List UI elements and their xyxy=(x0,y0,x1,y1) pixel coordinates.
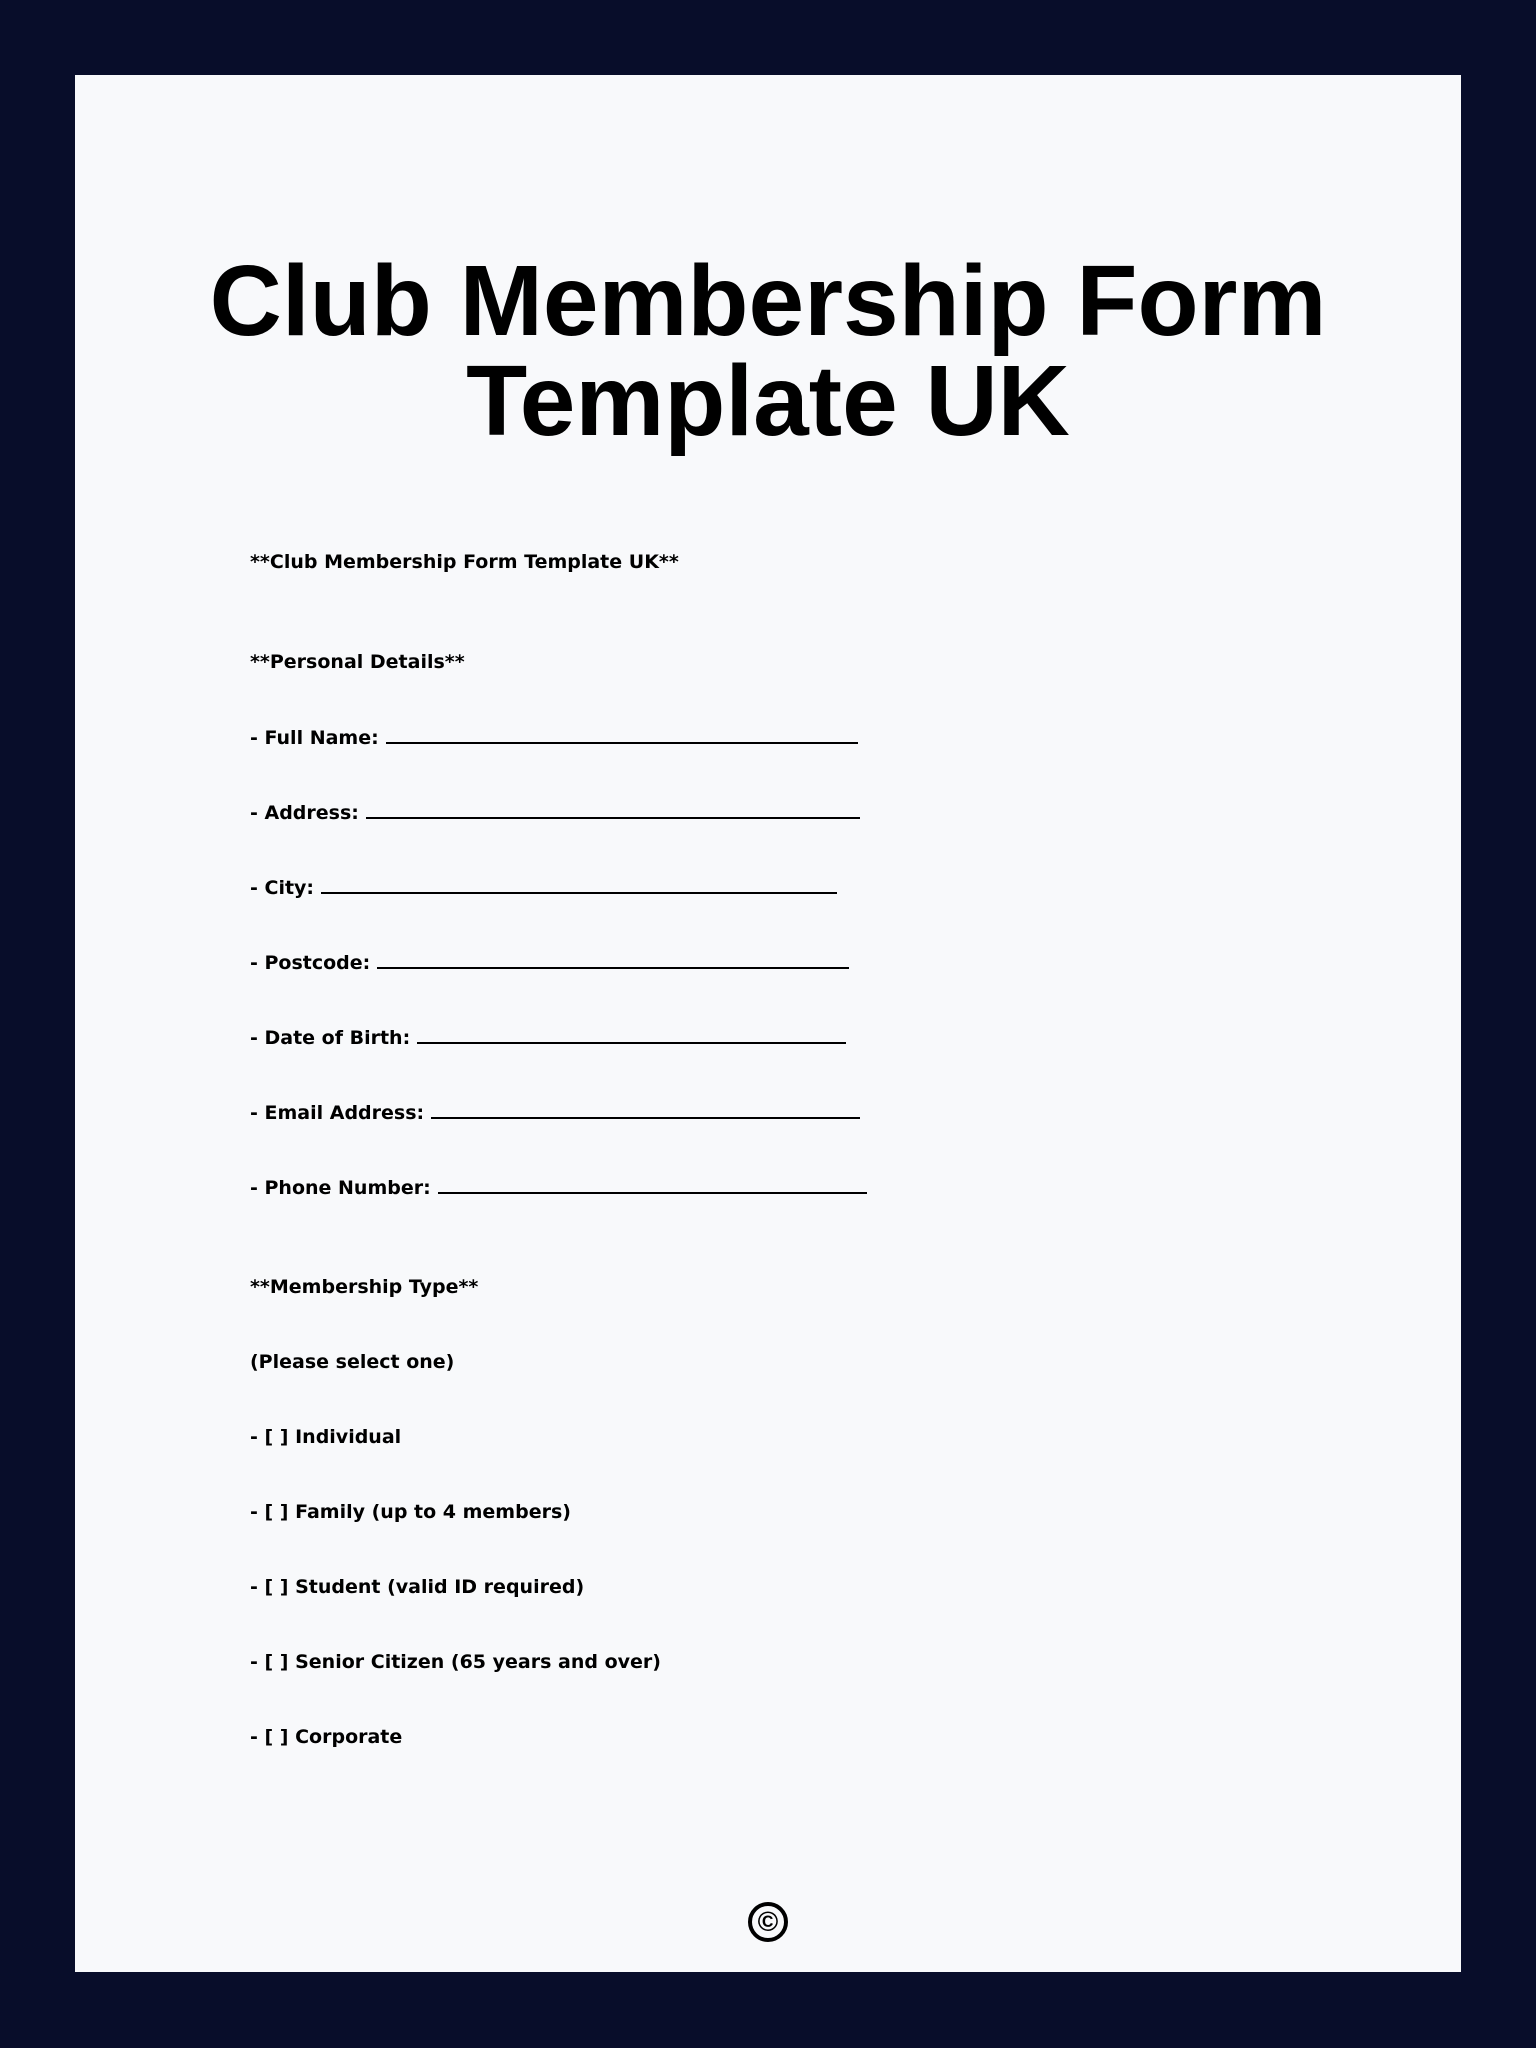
email-address-label: - Email Address: xyxy=(250,1102,425,1124)
form-heading: **Club Membership Form Template UK** xyxy=(250,551,679,573)
membership-instruction: (Please select one) xyxy=(250,1351,455,1373)
membership-option-corporate[interactable]: - [ ] Corporate xyxy=(250,1726,403,1748)
date-of-birth-field[interactable] xyxy=(250,1024,846,1050)
full-name-field[interactable] xyxy=(250,724,858,750)
city-input-line[interactable] xyxy=(321,874,837,894)
postcode-field[interactable] xyxy=(250,949,849,975)
email-address-input-line[interactable] xyxy=(431,1099,860,1119)
email-address-field[interactable] xyxy=(250,1099,860,1125)
date-of-birth-input-line[interactable] xyxy=(417,1024,846,1044)
membership-type-heading: **Membership Type** xyxy=(250,1276,479,1298)
personal-details-heading: **Personal Details** xyxy=(250,651,465,673)
document-page xyxy=(75,75,1461,1972)
copyright-icon: © xyxy=(748,1902,788,1942)
page-title-line-2: Template UK xyxy=(466,345,1070,457)
phone-number-label: - Phone Number: xyxy=(250,1177,431,1199)
address-label: - Address: xyxy=(250,802,359,824)
full-name-input-line[interactable] xyxy=(386,724,858,744)
postcode-input-line[interactable] xyxy=(377,949,849,969)
date-of-birth-label: - Date of Birth: xyxy=(250,1027,411,1049)
membership-option-senior-citizen[interactable]: - [ ] Senior Citizen (65 years and over) xyxy=(250,1651,661,1673)
full-name-label: - Full Name: xyxy=(250,727,379,749)
membership-option-individual[interactable]: - [ ] Individual xyxy=(250,1426,402,1448)
page-title-line-1: Club Membership Form xyxy=(209,245,1327,357)
phone-number-input-line[interactable] xyxy=(438,1174,867,1194)
city-field[interactable] xyxy=(250,874,837,900)
membership-option-student[interactable]: - [ ] Student (valid ID required) xyxy=(250,1576,585,1598)
address-field[interactable] xyxy=(250,799,860,825)
membership-option-family[interactable]: - [ ] Family (up to 4 members) xyxy=(250,1501,571,1523)
postcode-label: - Postcode: xyxy=(250,952,371,974)
city-label: - City: xyxy=(250,877,315,899)
phone-number-field[interactable] xyxy=(250,1174,867,1200)
address-input-line[interactable] xyxy=(366,799,860,819)
page-title xyxy=(75,245,1461,457)
